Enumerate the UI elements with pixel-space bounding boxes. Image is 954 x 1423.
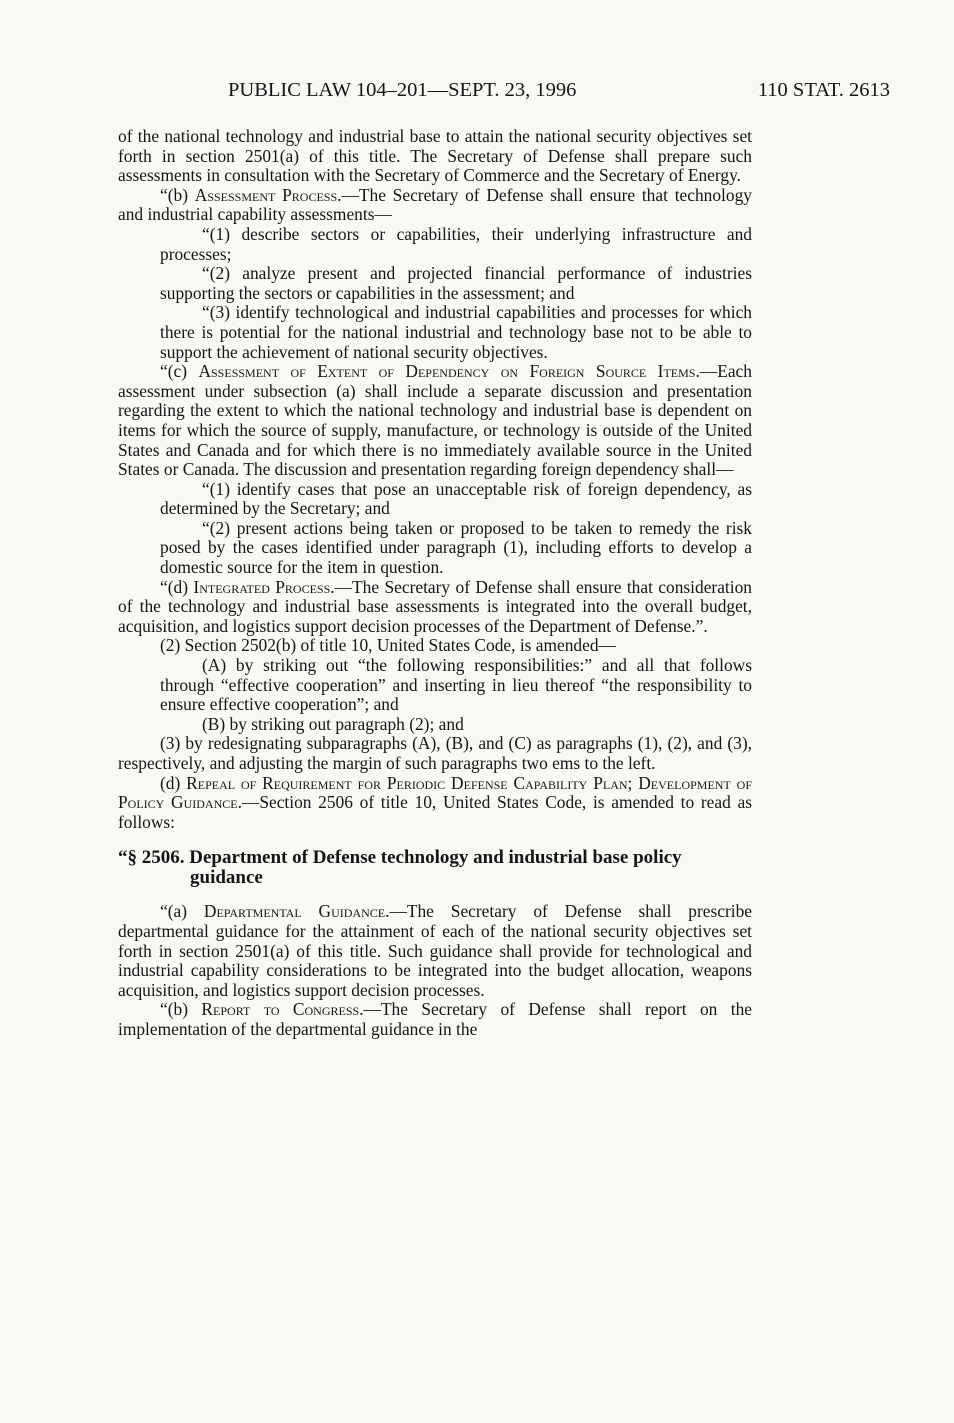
subsection-heading: Assessment Process. xyxy=(194,184,342,205)
subsection-text: —Section 2506 of title 10, United States Code, is amended to read as follows: xyxy=(118,792,752,832)
subsection-b xyxy=(118,186,752,225)
subsection-heading: Assessment of Extent of Dependency on Foreign Source Items. xyxy=(198,361,700,382)
subsection-text: —The Secretary of Defense shall report on the implementation of the departmental guidance in the xyxy=(118,999,752,1039)
subsection-text: —The Secretary of Defense shall ensure that consideration of the technology and industrial base assessments is integrated into the overall budget, acquisition, and logistics support decision processes of the Department of Defense.”. xyxy=(118,576,752,636)
subsection-heading: Integrated Process. xyxy=(193,576,335,597)
subsection-text: —The Secretary of Defense shall ensure that technology and industrial capability assessments— xyxy=(118,184,752,225)
section-subsection-b xyxy=(118,1000,752,1039)
amendment-paragraph-2: (2) Section 2502(b) of title 10, United States Code, is amended— xyxy=(160,635,616,656)
amendment-paragraph-3: (3) by redesignating subparagraphs (A), (B), and (C) as paragraphs (1), (2), and (3), respectively, and adjusting the margin of such paragraphs two ems to the left. xyxy=(118,733,752,773)
section-heading: “§ 2506. Department of Defense technology and industrial base policy guidance xyxy=(118,847,682,889)
subsection-heading: Report to Congress. xyxy=(201,999,364,1020)
amendment-subparagraph-b: (B) by striking out paragraph (2); and xyxy=(202,713,464,734)
subsection-label: “(a) xyxy=(160,901,204,922)
header-citation: PUBLIC LAW 104–201—SEPT. 23, 1996 xyxy=(228,79,577,101)
subsection-heading: Departmental Guidance. xyxy=(203,901,390,922)
paragraph-c2: “(2) present actions being taken or proposed to be taken to remedy the risk posed by the cases identified under paragraph (1), including efforts to develop a domestic source for the item in question. xyxy=(160,517,752,578)
paragraph-c1: “(1) identify cases that pose an unacceptable risk of foreign dependency, as determined by the Secretary; and xyxy=(160,478,752,519)
paragraph-continuation: of the national technology and industrial base to attain the national security objectives set forth in section 2501(a) of this title. The Secretary of Defense shall prepare such assessments in consultation with the Secretary of Commerce and the Secretary of Energy. xyxy=(118,126,752,186)
paragraph-b1: “(1) describe sectors or capabilities, their underlying infrastructure and processes; xyxy=(160,223,752,264)
subsection-text: —Each assessment under subsection (a) shall include a separate discussion and presentation regarding the extent to which the national technology and industrial base is dependent on items for which the source of supply, manufacture, or technology is outside of the United States and Canada and for which there is no immediately available source in the United States or Canada. The discussion and presentation regarding foreign dependency shall— xyxy=(118,361,752,480)
page-header xyxy=(228,76,890,104)
amendment-subparagraph-a: (A) by striking out “the following responsibilities:” and all that follows through “effective cooperation” and inserting in lieu thereof “the responsibility to ensure effective cooperation”; and xyxy=(160,655,752,715)
subsection-d xyxy=(118,578,752,637)
subsection-c xyxy=(118,362,752,480)
subsection-d-repeal xyxy=(118,774,752,833)
subsection-text: —The Secretary of Defense shall prescribe departmental guidance for the attainment of each of the national security objectives set forth in section 2501(a) of this title. Such guidance shall provide for technological and industrial capability considerations to be integrated into the budget allocation, weapons acquisition, and logistics support decision processes. xyxy=(118,901,752,1000)
document-body xyxy=(118,127,752,1040)
subsection-label: “(d) xyxy=(160,576,194,597)
subsection-label: “(c) xyxy=(160,361,199,382)
subsection-label: “(b) xyxy=(160,184,195,205)
subsection-heading: Repeal of Requirement for Periodic Defense Capability Plan; Development of Policy Guidance. xyxy=(118,772,752,813)
paragraph-b2: “(2) analyze present and projected financial performance of industries supporting the sectors or capabilities in the assessment; and xyxy=(160,263,752,303)
paragraph-b3: “(3) identify technological and industrial capabilities and processes for which there is potential for the national industrial and technology base not to be able to support the achievement of national security objectives. xyxy=(160,302,752,362)
header-stat-page: 110 STAT. 2613 xyxy=(757,79,890,101)
section-subsection-a xyxy=(118,902,752,1000)
subsection-label: “(b) xyxy=(160,999,202,1020)
subsection-label: (d) xyxy=(160,772,187,793)
